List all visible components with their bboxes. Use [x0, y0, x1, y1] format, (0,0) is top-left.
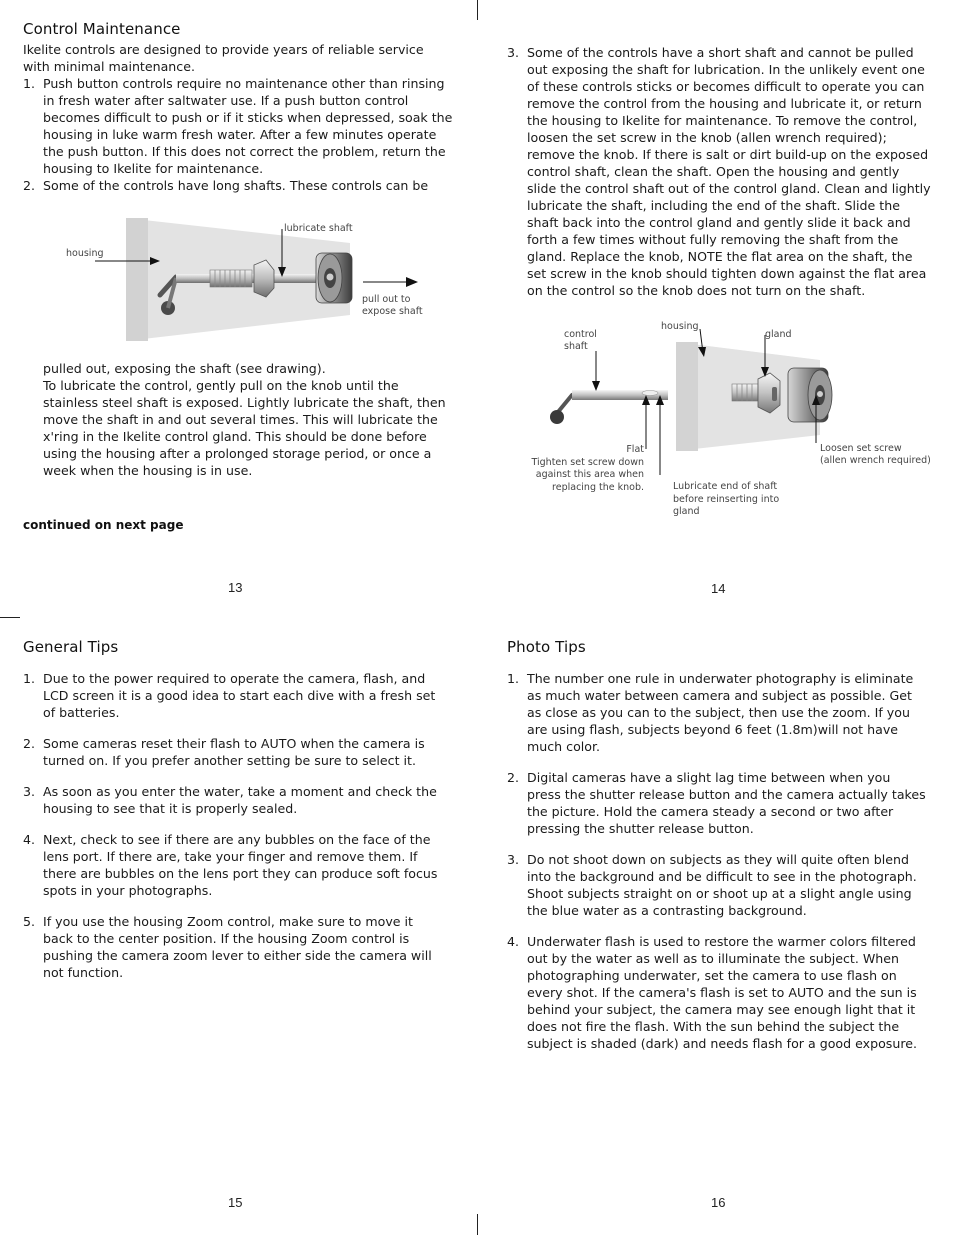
- list-number: 4.: [507, 934, 520, 949]
- list-number: 2.: [507, 770, 520, 785]
- label-lubricate-1: Lubricate end of shaft: [673, 481, 778, 492]
- short-shaft-diagram: [520, 315, 950, 525]
- list-item: [507, 851, 927, 919]
- label-tighten-3: replacing the knob.: [552, 482, 644, 493]
- list-text: Due to the power required to operate the camera, flash, and LCD screen it is a good idea to start each dive with a fresh set of batteries.: [43, 671, 436, 720]
- list-number: 2.: [23, 178, 36, 193]
- continued-note: continued on next page: [23, 518, 184, 532]
- list-number: 1.: [23, 76, 36, 91]
- list-item: [23, 75, 453, 177]
- label-pull-out-2: expose shaft: [362, 306, 423, 317]
- list-number: 1.: [23, 671, 36, 686]
- general-tips-list: [23, 670, 443, 981]
- list-number: 3.: [507, 45, 520, 60]
- list-text: As soon as you enter the water, take a moment and check the housing to see that it is properly sealed.: [43, 784, 437, 816]
- threaded-section: [210, 270, 252, 287]
- list-item: [507, 769, 927, 837]
- flat-area: [642, 391, 658, 396]
- label-pull-out-1: pull out to: [362, 294, 411, 305]
- page-title: Control Maintenance: [23, 20, 181, 38]
- page-title: Photo Tips: [507, 638, 586, 656]
- set-screw: [817, 391, 823, 397]
- intro-paragraph: Ikelite controls are designed to provide years of reliable service with minimal maintenance.: [23, 42, 424, 74]
- list-number: 3.: [23, 784, 36, 799]
- long-shaft-diagram: [60, 215, 490, 355]
- list-text: Do not shoot down on subjects as they will quite often blend into the background and be difficult to see in the photograph. Shoot subjects straight on or shoot up at a slight angle using the blue water as a contrasting background.: [527, 852, 917, 918]
- label-lubricate-3: gland: [673, 506, 700, 517]
- gland-thread: [732, 384, 758, 401]
- page-13: [23, 20, 453, 194]
- page-number: 15: [228, 1195, 243, 1210]
- label-lubricate-2: before reinserting into: [673, 494, 780, 505]
- list-item: [507, 670, 927, 755]
- label-gland: gland: [765, 329, 792, 340]
- list-item: [507, 933, 927, 1052]
- list-item: [23, 831, 443, 899]
- label-flat: Flat: [626, 444, 644, 455]
- list-item: [507, 44, 932, 299]
- crop-mark-bottom: [477, 1214, 478, 1235]
- page-number: 16: [711, 1195, 726, 1210]
- housing-wall-edge: [676, 342, 698, 451]
- label-control-shaft-1: control: [564, 329, 597, 340]
- page-15: [23, 638, 443, 995]
- list-number: 1.: [507, 671, 520, 686]
- list-text: Some of the controls have long shafts. These controls can be: [43, 178, 429, 193]
- label-tighten-2: against this area when: [535, 469, 644, 480]
- list-text: If you use the housing Zoom control, make sure to move it back to the center position. If the housing Zoom control is pushing the camera zoom lever to either side the camera will not function.: [43, 914, 432, 980]
- list-number: 2.: [23, 736, 36, 751]
- label-housing: housing: [66, 248, 104, 259]
- label-lubricate-shaft: lubricate shaft: [284, 223, 353, 234]
- page-14: [507, 44, 932, 299]
- page-number: 13: [228, 580, 243, 595]
- page-number: 14: [711, 581, 726, 596]
- list-text: The number one rule in underwater photography is eliminate as much water between camera and subject as possible. Get as close as you can to the subject, then use the zoom. If you are using flash, subjects beyond 6 feet (1.8m)will not have much color.: [527, 671, 914, 754]
- label-housing: housing: [661, 321, 699, 332]
- page-title: General Tips: [23, 638, 119, 656]
- list-text: Underwater flash is used to restore the warmer colors filtered out by the water as well as to illuminate the subject. When photographing underwater, set the camera to use flash on every shot. If the camera's flash is set to AUTO and the sun is behind your subject, the camera may see enough light that it does not fire the flash. With the sun behind the subject the subject is shaded (dark) and needs flash for a good exposure.: [527, 934, 917, 1051]
- list-text: Some of the controls have a short shaft and cannot be pulled out exposing the shaft for lubrication. In the unlikely event one of these controls sticks or becomes difficult to operate you can remove the control from the housing and lubricate it, or return the housing to Ikelite for maintenance. To remove the control, loosen the set screw in the knob (allen wrench required); remove the knob. If there is salt or dirt build-up on the exposed control shaft, clean the shaft. Open the housing and gently slide the control shaft out of the control gland. Clean and lightly lubricate the shaft, including the end of the shaft. Slide the shaft back into the control gland and gently slide it back and forth a few times without fully removing the shaft from the gland. Replace the knob, NOTE the flat area on the shaft, the set screw in the knob should tighten down against the flat area on the control so the knob does not turn on the shaft.: [527, 45, 931, 298]
- shaft-end-ball: [550, 410, 564, 424]
- label-control-shaft-2: shaft: [564, 341, 588, 352]
- list-text: Next, check to see if there are any bubbles on the face of the lens port. If there are, take your finger and remove them. If there are bubbles on the lens port they can produce soft focus spots in your photographs.: [43, 832, 438, 898]
- set-screw: [327, 274, 334, 281]
- continuation-paragraph: pulled out, exposing the shaft (see drawing). To lubricate the control, gently pull on the knob until the stainless steel shaft is exposed. Lightly lubricate the shaft, then move the shaft in and out several times. This will lubricate the x'ring in the Ikelite control gland. This should be done before using the housing after a prolonged storage period, or once a week when the housing is in use.: [43, 361, 446, 478]
- list-number: 5.: [23, 914, 36, 929]
- list-item: [23, 913, 443, 981]
- housing-wall-edge: [126, 218, 148, 341]
- label-loosen-1: Loosen set screw: [820, 443, 902, 454]
- label-tighten-1: Tighten set screw down: [531, 457, 644, 468]
- list-text: Push button controls require no maintenance other than rinsing in fresh water after saltwater use. If a push button control becomes difficult to push or if it sticks when depressed, soak the housing in luke warm fresh water. After a few minutes operate the push button. If this does not correct the problem, return the housing to Ikelite for maintenance.: [43, 76, 453, 176]
- list-item: [23, 735, 443, 769]
- maintenance-list: [23, 75, 453, 194]
- list-number: 4.: [23, 832, 36, 847]
- list-item: [23, 783, 443, 817]
- list-number: 3.: [507, 852, 520, 867]
- maintenance-list-continued: [507, 44, 932, 299]
- page-16: [507, 638, 927, 1066]
- crop-mark-top: [477, 0, 478, 20]
- label-loosen-2: (allen wrench required): [820, 455, 931, 466]
- photo-tips-list: [507, 670, 927, 1052]
- list-item: [23, 670, 443, 721]
- list-text: Digital cameras have a slight lag time between when you press the shutter release button and the camera actually takes the picture. Hold the camera steady a second or two after pressing the shutter release button.: [527, 770, 926, 836]
- list-item: [23, 177, 453, 194]
- crop-mark-left: [0, 617, 20, 618]
- list-text: Some cameras reset their flash to AUTO when the camera is turned on. If you prefer another setting be sure to select it.: [43, 736, 425, 768]
